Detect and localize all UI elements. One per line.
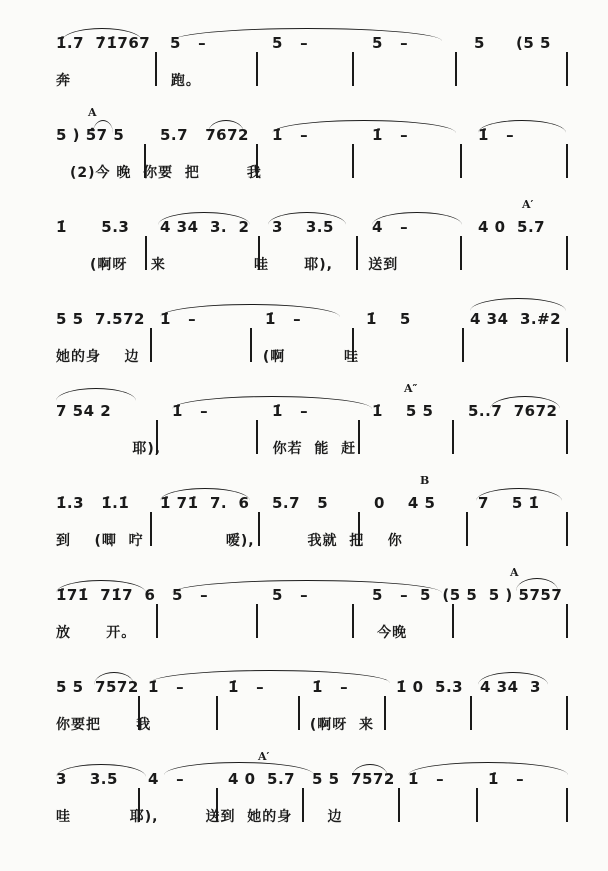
lyrics-8: 你要把 我 (啊呀 来 <box>56 717 374 733</box>
measure-8-6: 4 34 3 <box>480 678 541 696</box>
measure-6-1: 1̇.3 1̇.1̇ <box>56 494 130 512</box>
measure-5-5: 5..7 7672 <box>468 402 558 420</box>
measure-8-4: 1̇ – <box>312 678 349 696</box>
rehearsal-mark: A′ <box>258 750 270 763</box>
measure-4-4: 1̇ 5 <box>366 310 411 328</box>
measure-6-4: 0 4 5 <box>374 494 436 512</box>
measure-7-1: 1̇71̇ 71̇7 6 <box>56 586 156 604</box>
lyrics-1: 奔 跑。 <box>56 73 201 89</box>
rehearsal-mark: B <box>420 474 430 487</box>
measure-1-1: 1̇.7 7̇1̇767 <box>56 34 151 52</box>
lyrics-4: 她的身 边 (啊 哇 <box>56 349 359 365</box>
rehearsal-mark: A <box>510 566 519 579</box>
system-4 <box>0 284 608 374</box>
measure-3-2: 4 34 3. 2 <box>160 218 250 236</box>
measure-2-1: 5 ) 5̂7 5 <box>56 126 125 144</box>
measure-8-5: 1̇ 0 5.3 <box>396 678 464 696</box>
measure-2-5: 1̇ – <box>478 126 515 144</box>
measure-5-1: 7 54 2 <box>56 402 112 420</box>
measure-1-5: 5 <box>474 34 485 52</box>
system-1 <box>0 8 608 98</box>
measure-4-3: 1̇ – <box>265 310 302 328</box>
system-5 <box>0 376 608 466</box>
system-8 <box>0 652 608 742</box>
lyrics-9: 哇 耶), 送到 她的身 边 <box>56 809 343 825</box>
measure-4-2: 1̇ – <box>160 310 197 328</box>
measure-5-3: 1̇ – <box>272 402 309 420</box>
rehearsal-mark: A′ <box>522 198 534 211</box>
lyrics-6: 到 (唧 咛 嗳), 我就 把 你 <box>56 533 403 549</box>
measure-3-1: 1̇ 5.3 <box>56 218 130 236</box>
measure-9-2: 4 – <box>148 770 185 788</box>
measure-3-5: 4 0 5.7 <box>478 218 546 236</box>
lyrics-3: (啊呀 来 哇 耶), 送到 <box>90 257 399 273</box>
measure-4-1: 5 5 7.572 <box>56 310 145 328</box>
measure-9-1: 3 3.5 <box>56 770 118 788</box>
measure-9-4: 5 5 7572 <box>312 770 395 788</box>
rehearsal-mark: A <box>88 106 97 119</box>
measure-2-3: 1̇ – <box>272 126 309 144</box>
measure-7-5: 5 (5 5 5 ) 5757 <box>420 586 563 604</box>
lyrics-7: 放 开。 今晚 <box>56 625 408 641</box>
lyrics-5: 耶), 你若 能 赶 <box>56 441 357 457</box>
measure-8-1: 5 5 7572 <box>56 678 139 696</box>
system-7 <box>0 560 608 650</box>
measure-6-3: 5.7 5 <box>272 494 329 512</box>
measure-6-5: 7 5 1̇ <box>478 494 540 512</box>
measure-2-2: 5.7 7672 <box>160 126 249 144</box>
measure-1-2: 5 – <box>170 34 207 52</box>
measure-9-5: 1̇ – <box>408 770 445 788</box>
measure-5-2: 1̇ – <box>172 402 209 420</box>
measure-2-4: 1̇ – <box>372 126 409 144</box>
measure-6-2: 1̇ 71̇ 7. 6 <box>160 494 250 512</box>
measure-7-3: 5 – <box>272 586 309 604</box>
measure-8-3: 1̇ – <box>228 678 265 696</box>
system-9 <box>0 744 608 834</box>
system-3 <box>0 192 608 282</box>
measure-1-3: 5 – <box>272 34 309 52</box>
measure-8-2: 1̇ – <box>148 678 185 696</box>
measure-1-6: (5 5 <box>516 34 551 52</box>
lyrics-2: (2)今 晚 你要 把 我 <box>70 165 262 181</box>
measure-9-3: 4 0 5.7 <box>228 770 296 788</box>
measure-3-3: 3 3.5 <box>272 218 334 236</box>
measure-7-4: 5 – <box>372 586 409 604</box>
system-6 <box>0 468 608 558</box>
measure-9-6: 1̇ – <box>488 770 525 788</box>
rehearsal-mark: A″ <box>404 382 418 395</box>
measure-7-2: 5 – <box>172 586 209 604</box>
measure-4-5: 4 34 3.#2 <box>470 310 562 328</box>
measure-3-4: 4 – <box>372 218 409 236</box>
system-2 <box>0 100 608 190</box>
measure-1-4: 5 – <box>372 34 409 52</box>
measure-5-4: 1̇ 5 5 <box>372 402 434 420</box>
